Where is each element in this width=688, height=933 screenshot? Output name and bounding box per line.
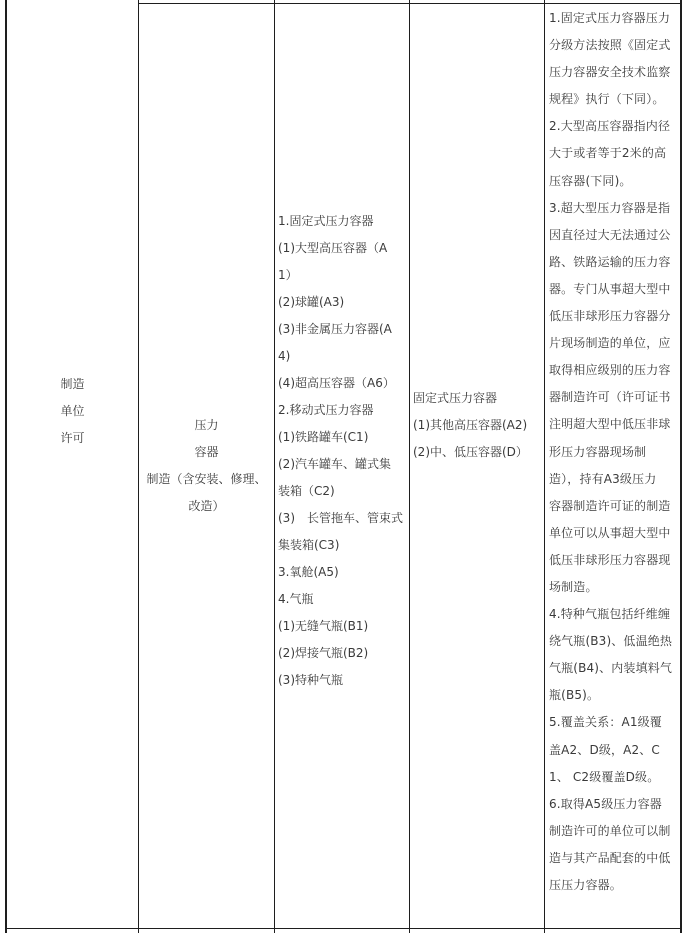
remarks-line: 取得相应级别的压力容 [549, 363, 671, 378]
equipment-variety-line: (2)焊接气瓶(B2) [278, 646, 369, 660]
remarks-line: 6.取得A5级压力容器 [549, 796, 662, 811]
equipment-category-cell [139, 412, 274, 520]
equipment-variety-line: (3)非金属压力容器(A [278, 322, 392, 336]
remarks-line: 分级方法按照《固定式 [549, 38, 671, 53]
remarks-line: 盖A2、D级，A2、C [549, 742, 660, 757]
remarks-line: 压力容器安全技术监察 [549, 65, 671, 80]
equipment-variety-line: (3) 长管拖车、管束式 [278, 511, 403, 525]
equipment-variety-line: 2.移动式压力容器 [278, 403, 374, 417]
equipment-variety-line: 集装箱(C3) [278, 538, 340, 552]
license-type-line: 单位 [60, 404, 85, 418]
remarks-line: 2.大型高压容器指内径 [549, 119, 671, 134]
equipment-category-line: 改造） [188, 499, 225, 513]
remarks-line: 造与其产品配套的中低 [549, 850, 671, 865]
remarks-line: 造），持有A3级压力 [549, 471, 657, 486]
remarks-line: 片现场制造的单位，应 [549, 336, 671, 351]
license-type-cell [7, 371, 138, 452]
remarks-line: 压容器(下同)。 [549, 173, 632, 188]
equipment-variety-line: 4) [278, 349, 291, 363]
equipment-variety-line: (1)铁路罐车(C1) [278, 430, 369, 444]
table-border-right [680, 0, 682, 933]
equipment-category-line: 容器 [194, 445, 219, 459]
remarks-line: 瓶(B5)。 [549, 688, 600, 703]
remarks-line: 低压非球形压力容器现 [549, 552, 671, 567]
equipment-variety-line: (3)特种气瓶 [278, 673, 343, 687]
license-type-line: 许可 [60, 431, 85, 445]
equipment-variety-line: 装箱（C2) [278, 484, 335, 498]
license-scope-line: 固定式压力容器 [413, 391, 498, 405]
license-scope-line: (2)中、低压容器(D） [413, 445, 528, 459]
remarks-line: 容器制造许可证的制造 [549, 498, 671, 513]
remarks-line: 4.特种气瓶包括纤维缠 [549, 607, 671, 622]
row-top-border [139, 3, 680, 4]
remarks-line: 单位可以从事超大型中 [549, 525, 671, 540]
remarks-line: 1、 C2级覆盖D级。 [549, 769, 660, 784]
remarks-line: 压压力容器。 [549, 878, 622, 892]
remarks-line: 器制造许可（许可证书 [549, 390, 671, 405]
remarks-line: 绕气瓶(B3)、低温绝热 [549, 634, 673, 649]
remarks-line: 场制造。 [549, 579, 598, 594]
remarks-line: 大于或者等于2米的高 [549, 146, 667, 161]
equipment-variety-line: 3.氧舱(A5) [278, 565, 339, 579]
remarks-line: 因直径过大无法通过公 [549, 227, 671, 242]
equipment-variety-cell [278, 208, 408, 694]
equipment-variety-line: (1)大型高压容器（A [278, 241, 388, 255]
equipment-variety-line: 1.固定式压力容器 [278, 214, 374, 228]
column-divider-3 [409, 0, 410, 933]
license-type-line: 制造 [60, 377, 85, 391]
remarks-line: 气瓶(B4)、内装填料气 [549, 661, 673, 676]
equipment-variety-line: (2)汽车罐车、罐式集 [278, 457, 391, 471]
remarks-line: 器。专门从事超大型中 [549, 281, 671, 296]
equipment-variety-line: (2)球罐(A3) [278, 295, 345, 309]
table-border-left [5, 0, 7, 933]
remarks-line: 1.固定式压力容器压力 [549, 11, 671, 25]
equipment-variety-line: 1） [278, 268, 298, 282]
remarks-line: 低压非球形压力容器分 [549, 309, 671, 324]
equipment-category-line: 压力 [194, 418, 219, 432]
remarks-line: 制造许可的单位可以制 [549, 823, 671, 838]
remarks-line: 形压力容器现场制 [549, 444, 647, 459]
equipment-variety-line: 4.气瓶 [278, 592, 314, 606]
remarks-line: 规程》执行（下同）。 [549, 92, 665, 107]
column-divider-2 [274, 0, 275, 933]
remarks-line: 5.覆盖关系：A1级覆 [549, 715, 662, 730]
equipment-variety-line: (1)无缝气瓶(B1) [278, 619, 369, 633]
remarks-line: 路、铁路运输的压力容 [549, 254, 671, 269]
remarks-line: 注明超大型中低压非球 [549, 417, 671, 432]
column-divider-4 [544, 0, 545, 933]
equipment-category-line: 制造（含安装、修理、 [146, 472, 267, 486]
license-scope-cell [413, 385, 543, 466]
remarks-cell [549, 5, 679, 899]
equipment-variety-line: (4)超高压容器（A6） [278, 376, 395, 390]
remarks-line: 3.超大型压力容器是指 [549, 200, 671, 215]
row-bottom-border [5, 928, 682, 929]
license-scope-line: (1)其他高压容器(A2) [413, 418, 528, 432]
